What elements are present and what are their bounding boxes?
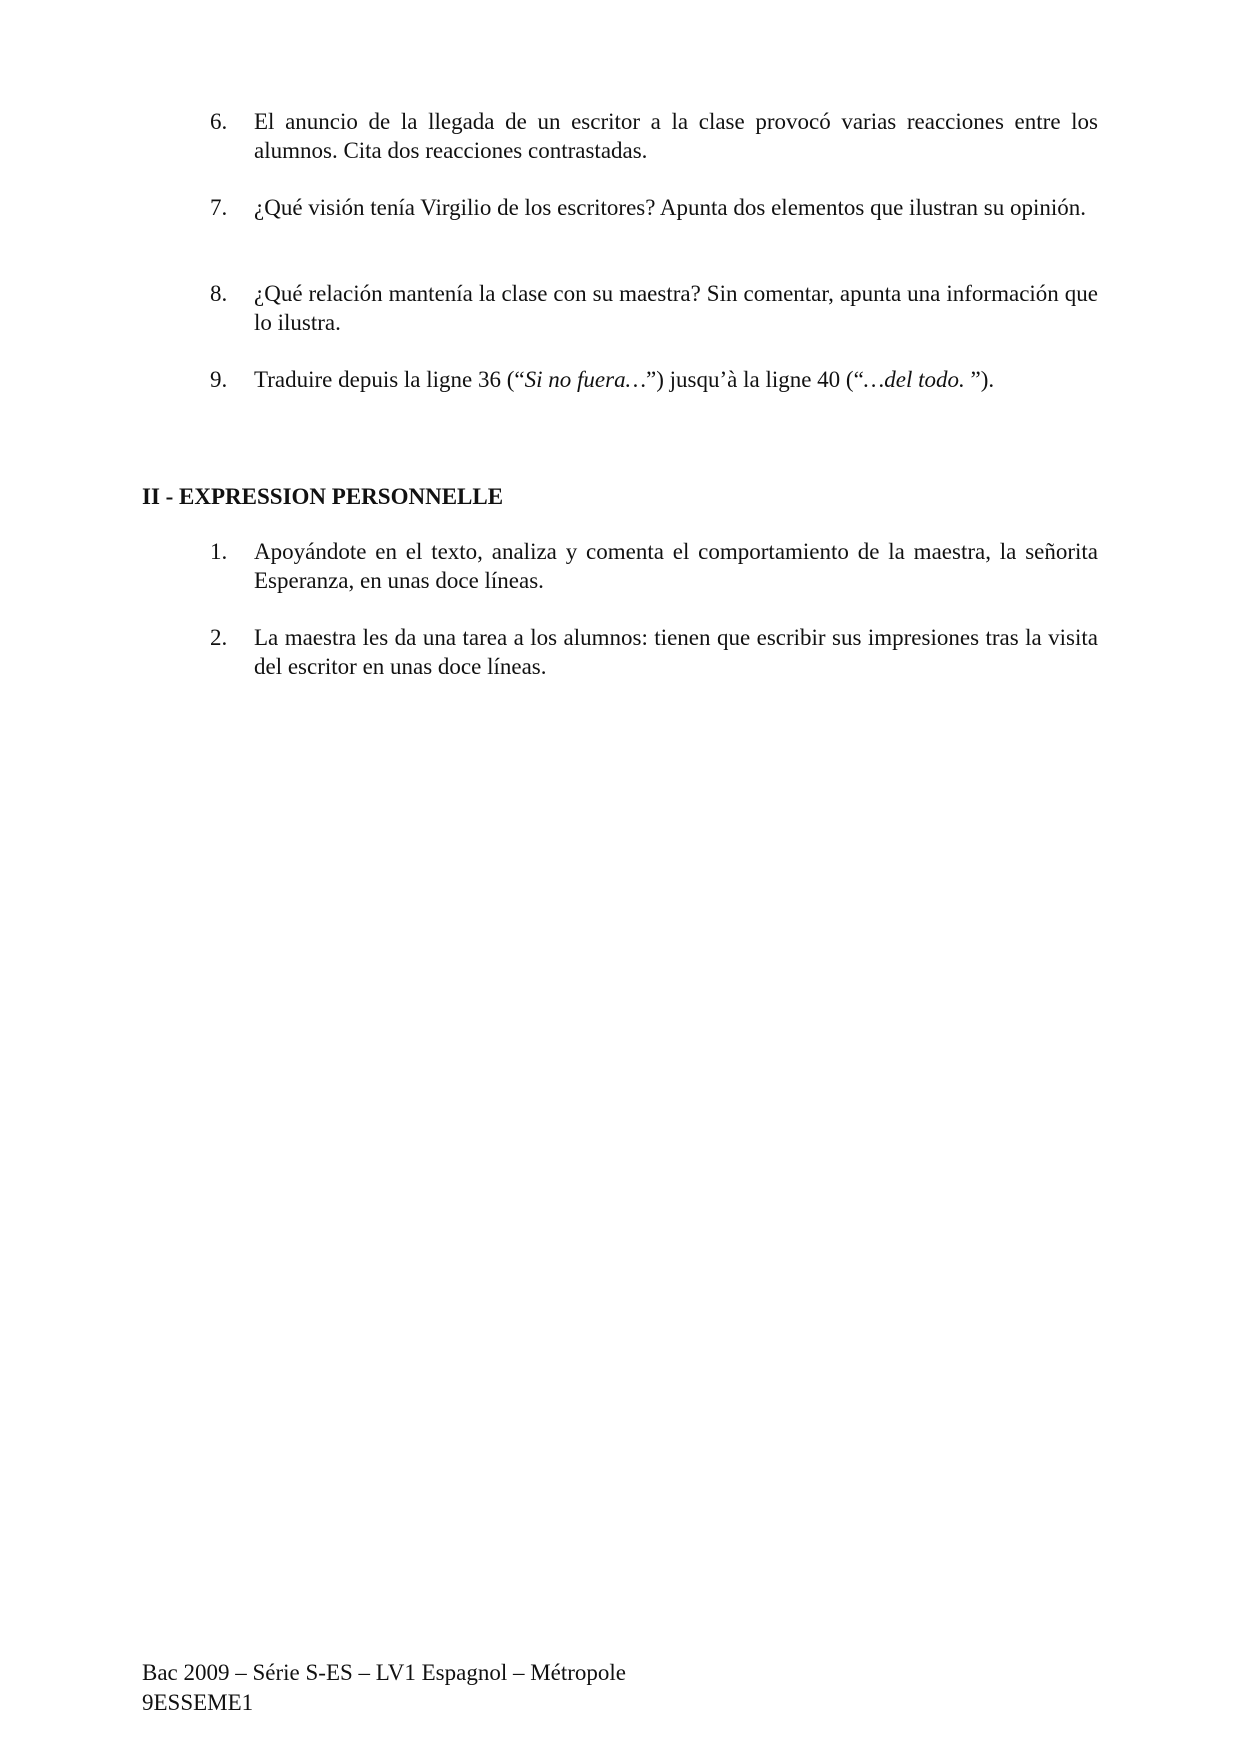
section-title: II - EXPRESSION PERSONNELLE [142,484,504,509]
question-6 [210,107,1098,165]
question-number: 8. [210,281,228,306]
question-number: 9. [210,367,228,392]
question-8 [210,279,1098,337]
quote-end: …del todo. [863,367,965,392]
question-text [254,365,1098,394]
question-text: ¿Qué visión tenía Virgilio de los escritores? Apunta dos elementos que ilustran su opinión. [254,195,1087,220]
question-text: El anuncio de la llegada de un escritor a la clase provocó varias reacciones entre los alumnos. Cita dos reacciones contrastadas. [254,109,1098,163]
item-number: 2. [210,625,228,650]
expression-item-2 [210,623,1098,681]
expression-item-1 [210,537,1098,595]
page-footer [142,1658,626,1718]
question-text: ¿Qué relación mantenía la clase con su maestra? Sin comentar, apunta una información que lo ilustra. [254,281,1098,335]
item-text: Apoyándote en el texto, analiza y comenta el comportamiento de la maestra, la señorita Esperanza, en unas doce líneas. [254,539,1098,593]
item-text: La maestra les da una tarea a los alumnos: tienen que escribir sus impresiones tras la visita del escritor en unas doce líneas. [254,625,1098,679]
item-number: 1. [210,539,228,564]
footer-code: 9ESSEME1 [142,1690,254,1715]
question-number: 6. [210,109,228,134]
question-7 [210,193,1098,222]
question-text-part: ”) jusqu’à la ligne 40 (“ [646,367,864,392]
question-9 [210,365,1098,394]
question-text-part: ”). [964,367,995,392]
quote-start: Si no fuera… [524,367,647,392]
footer-line: Bac 2009 – Série S-ES – LV1 Espagnol – Métropole [142,1660,627,1685]
question-text-part: Traduire depuis la ligne 36 (“ [254,367,525,392]
question-number: 7. [210,195,228,220]
